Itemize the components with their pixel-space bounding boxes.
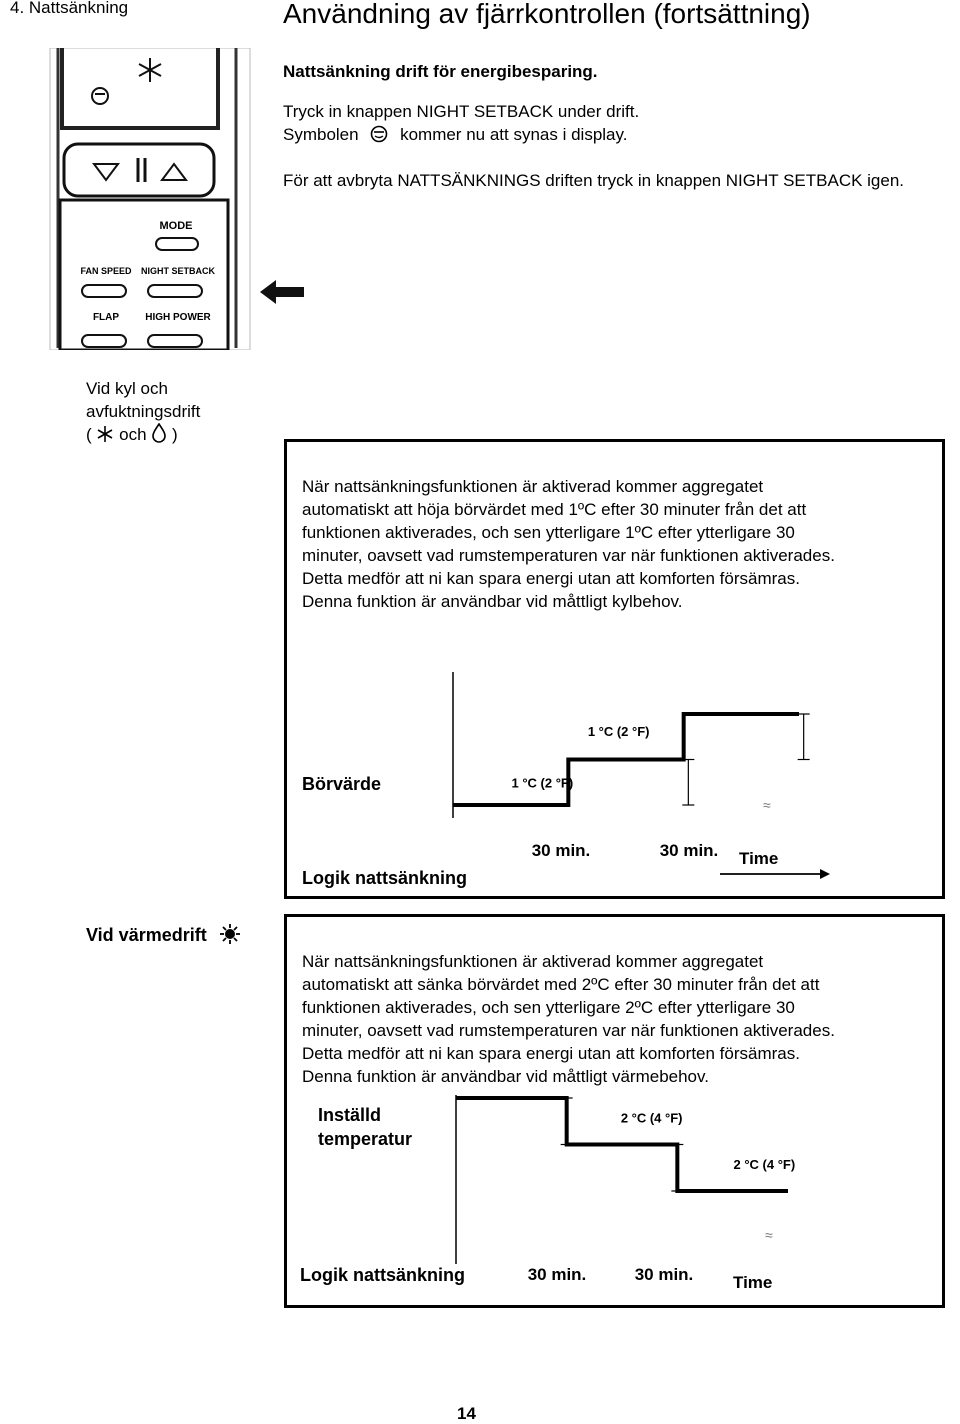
- time-arrow-head: [820, 869, 830, 879]
- heating-setpoint-line-2: temperatur: [318, 1129, 413, 1149]
- time-axis-label: Time: [733, 1273, 773, 1292]
- heating-logic-label: Logik nattsänkning: [300, 1265, 466, 1285]
- heating-mode-label: [86, 924, 240, 947]
- paren-open: (: [86, 425, 92, 444]
- cooling-line: Denna funktion är användbar vid måttligt kylbehov.: [302, 592, 683, 611]
- och-text: och: [119, 425, 147, 444]
- cooling-logic-label: Logik nattsänkning: [302, 868, 468, 888]
- intro-line-3: För att avbryta NATTSÄNKNINGS driften tryck in knappen NIGHT SETBACK igen.: [283, 171, 905, 190]
- cooling-step-chart: [287, 442, 942, 896]
- heating-line: funktionen aktiverades, och sen ytterligare 2ºC efter ytterligare 30: [302, 998, 795, 1017]
- snowflake-icon: [96, 425, 114, 443]
- cooling-line: När nattsänkningsfunktionen är aktiverad kommer aggregatet: [302, 477, 764, 496]
- high-power-button[interactable]: [148, 335, 202, 347]
- step-label: 2 °C (4 °F): [620, 1110, 683, 1126]
- mode-button[interactable]: [156, 238, 198, 250]
- heating-setpoint-line-1: Inställd: [318, 1105, 382, 1125]
- night-setback-symbol-icon: [368, 125, 390, 143]
- interval-label: 30 min.: [634, 1265, 694, 1284]
- arrow-left-icon: [260, 280, 304, 304]
- cooling-line: funktionen aktiverades, och sen ytterligare 1ºC efter ytterligare 30: [302, 523, 795, 542]
- section-heading: 4. Nattsänkning: [10, 0, 129, 17]
- heating-line: Detta medför att ni kan spara energi utan att komforten försämras.: [302, 1044, 800, 1063]
- cooling-line: minuter, oavsett vad rumstemperaturen var när funktionen aktiverades.: [302, 546, 835, 565]
- heating-line: automatiskt att sänka börvärdet med 2ºC efter 30 minuter från det att: [302, 975, 820, 994]
- paren-close: ): [172, 425, 178, 444]
- page-title: Användning av fjärrkontrollen (fortsättning): [283, 0, 811, 29]
- page-number: 14: [457, 1404, 476, 1423]
- heating-line: minuter, oavsett vad rumstemperaturen var när funktionen aktiverades.: [302, 1021, 835, 1040]
- sun-heat-icon: [220, 924, 240, 944]
- flap-button[interactable]: [82, 335, 126, 347]
- interval-label: 30 min.: [527, 1265, 587, 1284]
- axis-break-mark: ≈: [763, 797, 771, 813]
- heating-line: När nattsänkningsfunktionen är aktiverad kommer aggregatet: [302, 952, 764, 971]
- night-setback-button[interactable]: [148, 285, 202, 297]
- fan-speed-button[interactable]: [82, 285, 126, 297]
- cooling-line: automatiskt att höja börvärdet med 1ºC efter 30 minuter från det att: [302, 500, 807, 519]
- heating-step-chart: [287, 917, 942, 1305]
- heating-label-text: Vid värmedrift: [86, 925, 207, 945]
- intro-lead: Nattsänkning drift för energibesparing.: [283, 62, 598, 81]
- intro-line-2-post: kommer nu att synas i display.: [400, 125, 628, 144]
- cooling-setpoint-label: Börvärde: [302, 774, 382, 794]
- mode-button-label: MODE: [159, 220, 193, 232]
- interval-label: 30 min.: [531, 841, 591, 860]
- step-label: 1 °C (2 °F): [587, 723, 650, 739]
- time-axis-label: Time: [739, 849, 779, 868]
- flap-button-label: FLAP: [92, 312, 120, 323]
- intro-line-2-pre: Symbolen: [283, 125, 359, 144]
- interval-label: 30 min.: [659, 841, 719, 860]
- step-label: 2 °C (4 °F): [733, 1156, 796, 1172]
- water-drop-icon: [151, 423, 167, 443]
- cooling-label-line-3: [86, 423, 200, 446]
- night-setback-button-label: NIGHT SETBACK: [141, 266, 215, 276]
- cooling-line: Detta medför att ni kan spara energi utan att komforten försämras.: [302, 569, 800, 588]
- heating-info-box: [284, 914, 945, 1308]
- cooling-label-line-1: Vid kyl och: [86, 379, 168, 398]
- cooling-info-box: [284, 439, 945, 899]
- axis-break-mark: ≈: [765, 1227, 773, 1243]
- cooling-label-line-2: avfuktningsdrift: [86, 402, 201, 421]
- intro-line-1: Tryck in knappen NIGHT SETBACK under drift.: [283, 102, 640, 121]
- heating-line: Denna funktion är användbar vid måttligt värmebehov.: [302, 1067, 709, 1086]
- cooling-mode-label: [86, 377, 200, 446]
- fan-speed-button-label: FAN SPEED: [80, 266, 132, 276]
- high-power-button-label: HIGH POWER: [145, 312, 211, 323]
- remote-control-illustration: [48, 48, 306, 350]
- step-label: 1 °C (2 °F): [511, 775, 574, 791]
- intro-text: [283, 60, 958, 192]
- intro-line-2: [283, 123, 958, 146]
